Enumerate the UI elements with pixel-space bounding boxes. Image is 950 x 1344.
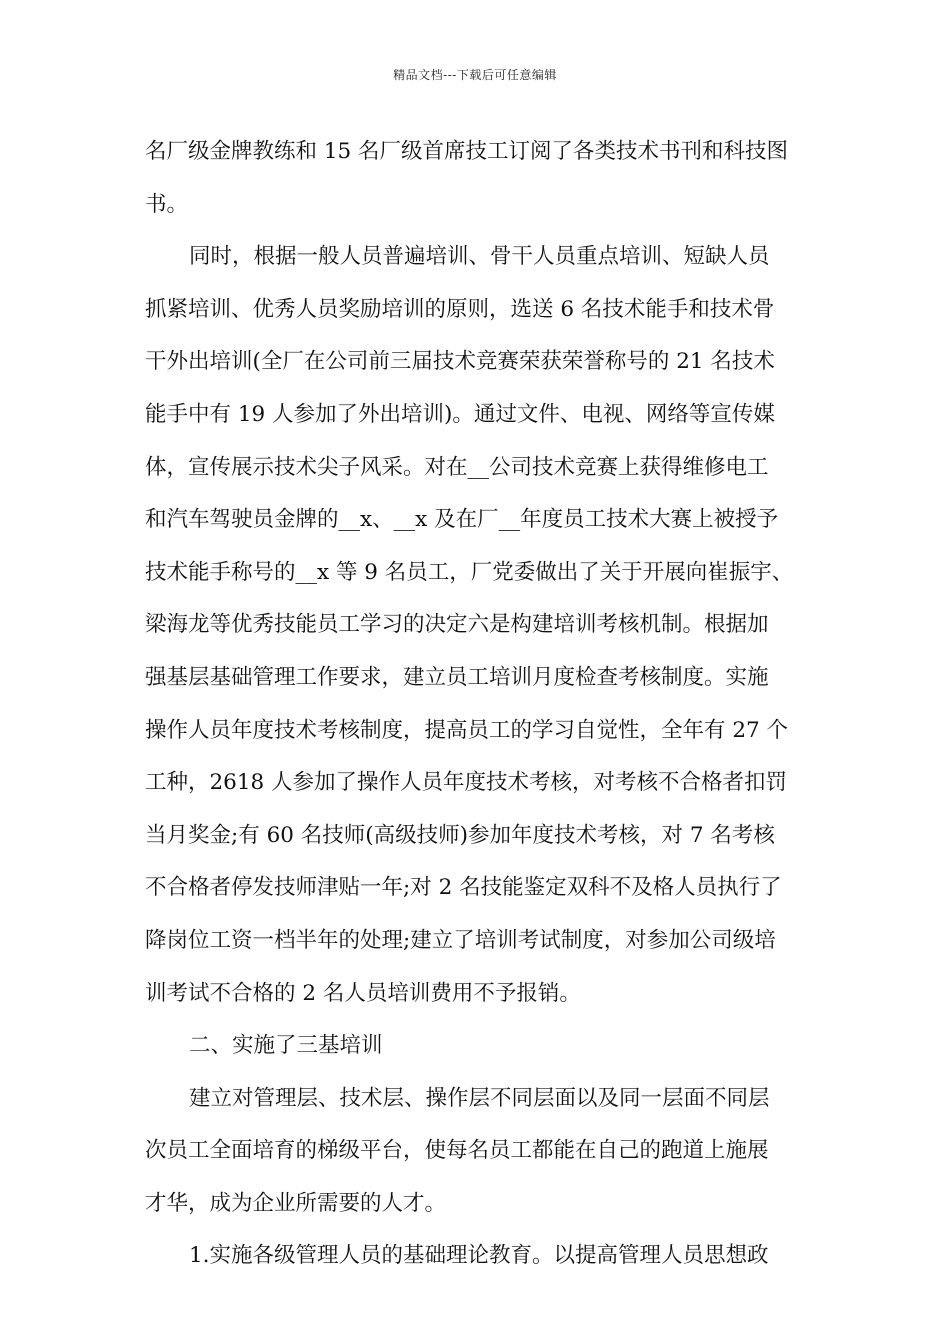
page-header: 精品文档---下载后可任意编辑 bbox=[393, 68, 557, 82]
document-body bbox=[145, 126, 809, 1283]
paragraph-start-line: 建立对管理层、技术层、操作层不同层面以及同一层面不同层 bbox=[189, 1085, 770, 1111]
text-line: 体，宣传展示技术尖子风采。对在__公司技术竞赛上获得维修电工 bbox=[145, 454, 769, 480]
text-line: 强基层基础管理工作要求，建立员工培训月度检查考核制度。实施 bbox=[145, 664, 769, 690]
text-line: 和汽车驾驶员金牌的__x、__x 及在厂__年度员工技术大赛上被授予 bbox=[145, 507, 779, 533]
text-line: 当月奖金;有 60 名技师(高级技师)参加年度技术考核，对 7 名考核 bbox=[145, 822, 775, 848]
text-line: 技术能手称号的__x 等 9 名员工，厂党委做出了关于开展向崔振宇、 bbox=[145, 559, 794, 585]
text-line: 次员工全面培育的梯级平台，使每名员工都能在自己的跑道上施展 bbox=[145, 1138, 769, 1164]
text-line: 名厂级金牌教练和 15 名厂级首席技工订阅了各类技术书刊和科技图 bbox=[145, 139, 789, 164]
numbered-item-line: 1.实施各级管理人员的基础理论教育。以提高管理人员思想政 bbox=[189, 1243, 769, 1269]
text-line: 干外出培训(全厂在公司前三届技术竞赛荣获荣誉称号的 21 名技术 bbox=[145, 349, 775, 375]
text-line: 能手中有 19 人参加了外出培训)。通过文件、电视、网络等宣传媒 bbox=[145, 401, 775, 427]
text-line: 抓紧培训、优秀人员奖励培训的原则，选送 6 名技术能手和技术骨 bbox=[145, 296, 775, 322]
text-line: 才华，成为企业所需要的人才。 bbox=[145, 1190, 447, 1216]
text-line: 梁海龙等优秀技能员工学习的决定六是构建培训考核机制。根据加 bbox=[145, 612, 769, 638]
section-heading: 二、实施了三基培训 bbox=[189, 1033, 383, 1059]
text-line: 书。 bbox=[145, 191, 189, 217]
text-line: 降岗位工资一档半年的处理;建立了培训考试制度，对参加公司级培 bbox=[145, 927, 776, 953]
paragraph-start-line: 同时，根据一般人员普遍培训、骨干人员重点培训、短缺人员 bbox=[189, 244, 770, 270]
text-line: 操作人员年度技术考核制度，提高员工的学习自觉性，全年有 27 个 bbox=[145, 717, 789, 743]
text-line: 训考试不合格的 2 名人员培训费用不予报销。 bbox=[145, 980, 581, 1006]
text-line: 工种，2618 人参加了操作人员年度技术考核，对考核不合格者扣罚 bbox=[145, 770, 788, 796]
text-line: 不合格者停发技师津贴一年;对 2 名技能鉴定双科不及格人员执行了 bbox=[145, 875, 782, 901]
